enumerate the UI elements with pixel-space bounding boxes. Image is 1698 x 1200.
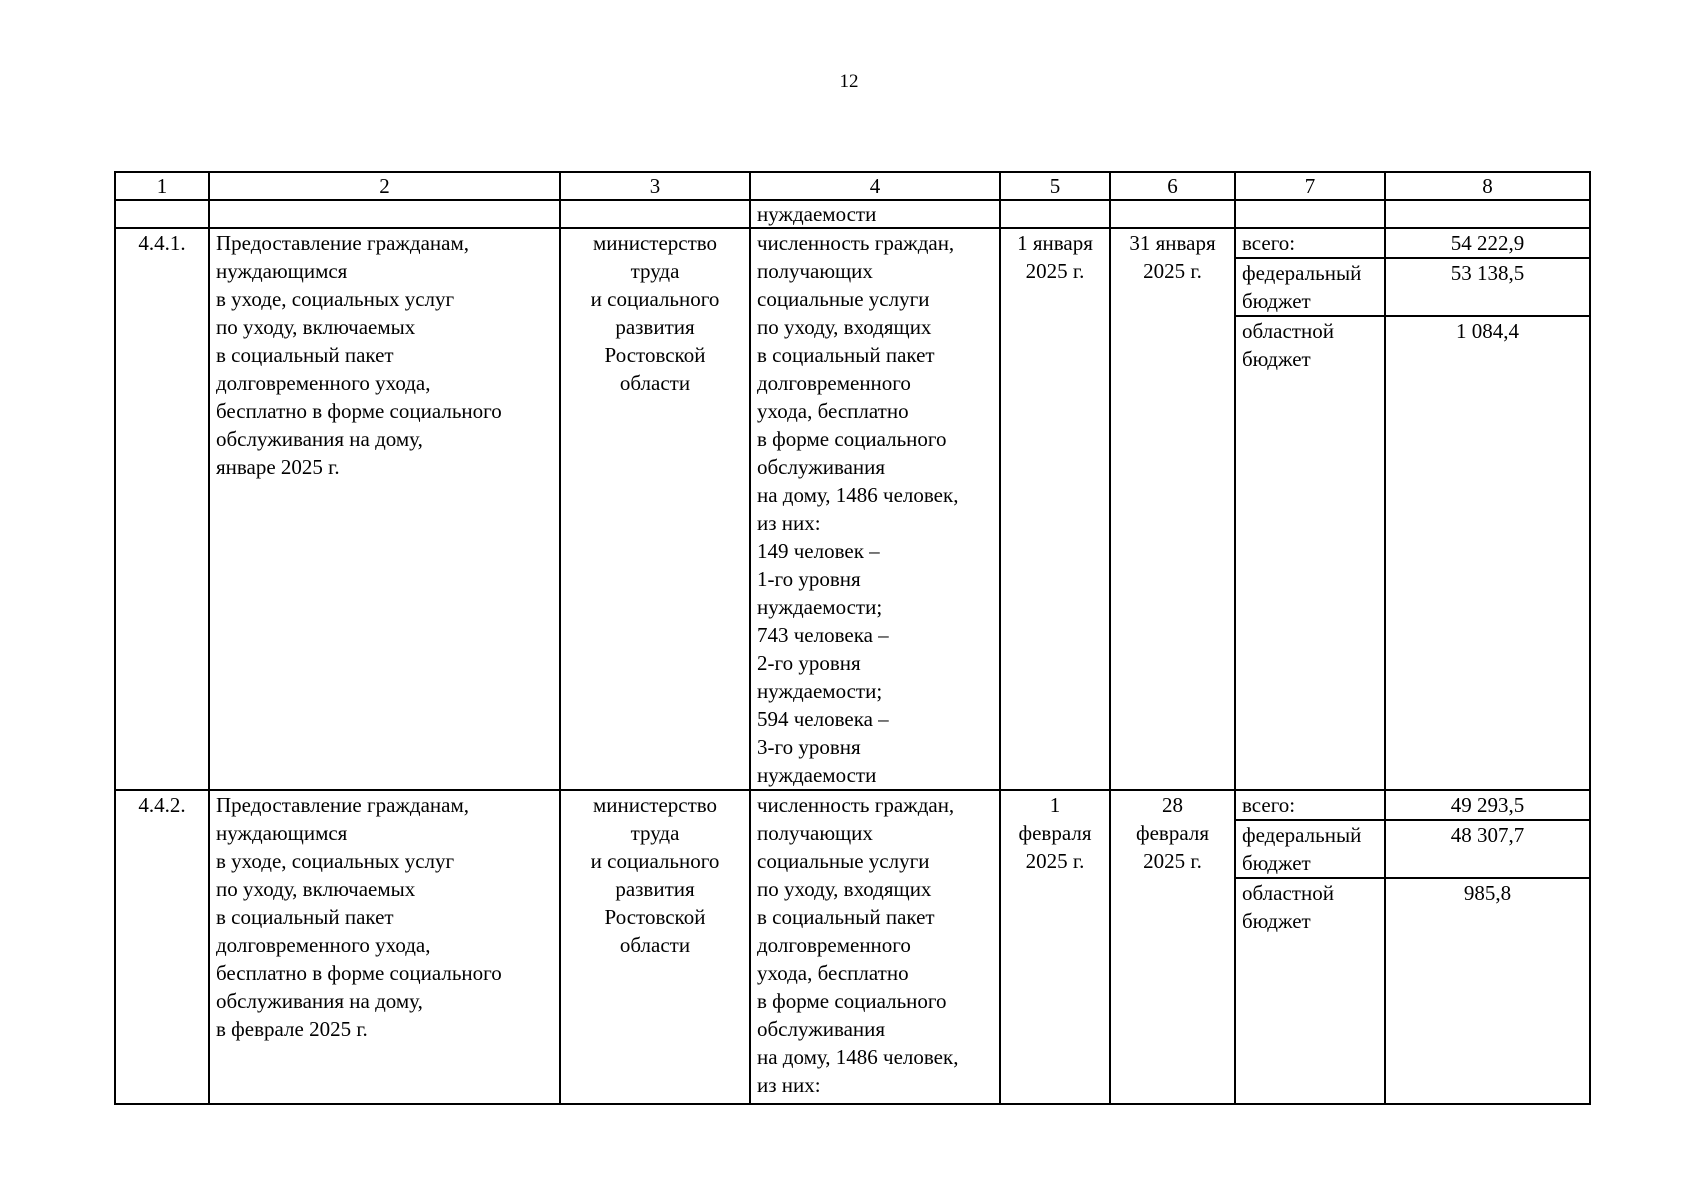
indicator: численность граждан, получающих социальные услуги по уходу, входящих в социальный пакет долговременного ухода, бесплатно в форме социального обслуживания на дому, 1486 человек, из них: 149 человек – 1-го уровня нуждаемости; 743 человека – 2-го уровня нуждаемости; 594 человека – 3-го уровня нуждаемости: [750, 228, 1000, 790]
end-date: 31 января 2025 г.: [1110, 228, 1235, 790]
column-number-1: 1: [115, 172, 209, 200]
start-date: 1 февраля 2025 г.: [1000, 790, 1110, 1104]
finance-amount: 49 293,5: [1385, 790, 1590, 820]
finance-source: федеральный бюджет: [1235, 820, 1385, 878]
finance-amount: 53 138,5: [1385, 258, 1590, 316]
finance-amount: 1 084,4: [1385, 316, 1590, 790]
continuation-row: [115, 200, 1590, 228]
column-number-4: 4: [750, 172, 1000, 200]
finance-source: федеральный бюджет: [1235, 258, 1385, 316]
measure-name: Предоставление гражданам, нуждающимся в уходе, социальных услуг по уходу, включаемых в социальный пакет долговременного ухода, бесплатно в форме социального обслуживания на дому, в феврале 2025 г.: [209, 790, 560, 1104]
indicator: численность граждан, получающих социальные услуги по уходу, входящих в социальный пакет долговременного ухода, бесплатно в форме социального обслуживания на дому, 1486 человек, из них:: [750, 790, 1000, 1104]
page-number: 12: [839, 71, 859, 92]
empty-cell: [115, 200, 209, 228]
finance-source: областной бюджет: [1235, 316, 1385, 790]
table-row: [115, 228, 1590, 258]
column-number-2: 2: [209, 172, 560, 200]
row-number: 4.4.1.: [115, 228, 209, 790]
finance-source: всего:: [1235, 228, 1385, 258]
start-date: 1 января 2025 г.: [1000, 228, 1110, 790]
empty-cell: [1110, 200, 1235, 228]
column-number-8: 8: [1385, 172, 1590, 200]
empty-cell: [1235, 200, 1385, 228]
column-number-row: [115, 172, 1590, 200]
empty-cell: [209, 200, 560, 228]
empty-cell: [1000, 200, 1110, 228]
continuation-text: нуждаемости: [750, 200, 1000, 228]
plan-table: [114, 171, 1591, 1105]
finance-amount: 985,8: [1385, 878, 1590, 1104]
end-date: 28 февраля 2025 г.: [1110, 790, 1235, 1104]
column-number-7: 7: [1235, 172, 1385, 200]
column-number-6: 6: [1110, 172, 1235, 200]
executor: министерство труда и социального развития Ростовской области: [560, 790, 750, 1104]
executor: министерство труда и социального развития Ростовской области: [560, 228, 750, 790]
measure-name: Предоставление гражданам, нуждающимся в уходе, социальных услуг по уходу, включаемых в социальный пакет долговременного ухода, бесплатно в форме социального обслуживания на дому, январе 2025 г.: [209, 228, 560, 790]
finance-source: всего:: [1235, 790, 1385, 820]
empty-cell: [1385, 200, 1590, 228]
finance-source: областной бюджет: [1235, 878, 1385, 1104]
empty-cell: [560, 200, 750, 228]
table-row: [115, 790, 1590, 820]
column-number-3: 3: [560, 172, 750, 200]
finance-amount: 48 307,7: [1385, 820, 1590, 878]
column-number-5: 5: [1000, 172, 1110, 200]
row-number: 4.4.2.: [115, 790, 209, 1104]
finance-amount: 54 222,9: [1385, 228, 1590, 258]
